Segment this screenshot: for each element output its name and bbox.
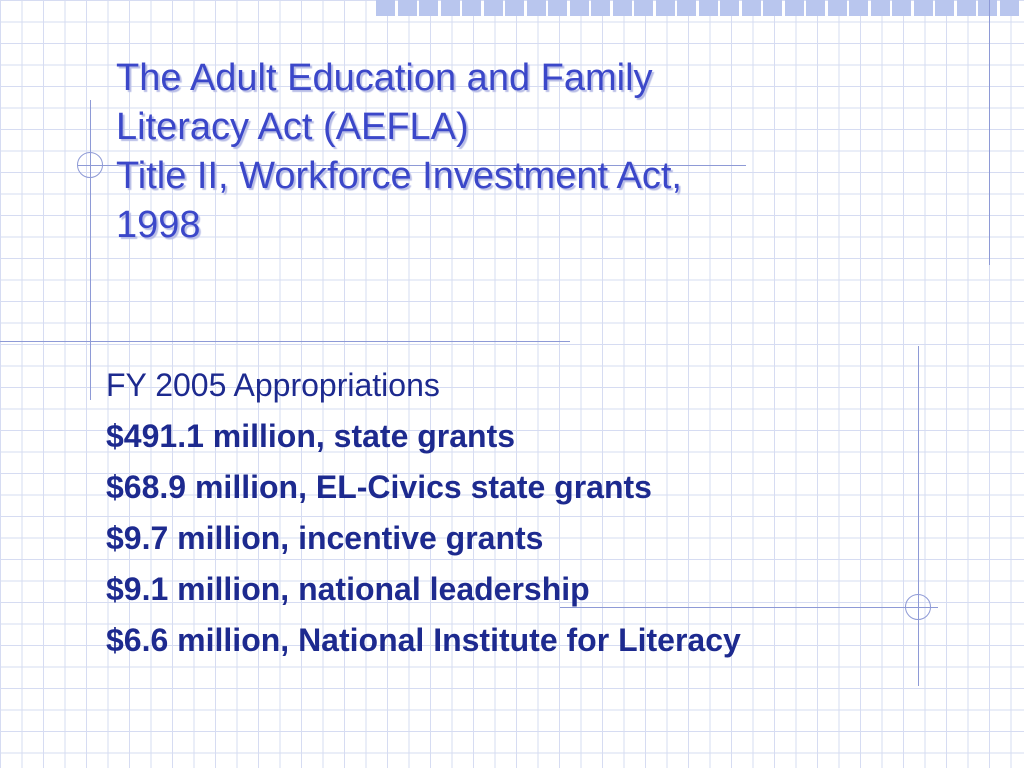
band-tile (871, 0, 890, 16)
band-tile (398, 0, 417, 16)
band-tile (441, 0, 460, 16)
mid-horizontal-rule (0, 341, 570, 342)
band-tile (419, 0, 438, 16)
appropriations-heading: FY 2005 Appropriations (106, 367, 440, 403)
band-tile (1000, 0, 1019, 16)
band-tile (914, 0, 933, 16)
band-tile (484, 0, 503, 16)
appropriation-item: $491.1 million, state grants (106, 418, 516, 454)
band-tile (376, 0, 395, 16)
band-tile (957, 0, 976, 16)
slide-title (116, 54, 916, 250)
left-vertical-rule (90, 100, 91, 400)
band-tile (763, 0, 782, 16)
band-tile (570, 0, 589, 16)
title-line-3: Title II, Workforce Investment Act, (116, 155, 682, 197)
band-tile (634, 0, 653, 16)
band-tile (849, 0, 868, 16)
band-tile (699, 0, 718, 16)
left-ring-ornament (77, 152, 103, 178)
band-tile (548, 0, 567, 16)
top-band (376, 0, 1024, 17)
band-tile (677, 0, 696, 16)
band-tile (462, 0, 481, 16)
band-tile (978, 0, 997, 16)
right-top-vertical-rule (989, 0, 990, 265)
title-line-4: 1998 (116, 204, 201, 246)
band-tile (656, 0, 675, 16)
band-tile (613, 0, 632, 16)
appropriation-item: $6.6 million, National Institute for Literacy (106, 622, 741, 658)
appropriation-item: $9.1 million, national leadership (106, 571, 590, 607)
band-tile (742, 0, 761, 16)
appropriation-item: $68.9 million, EL-Civics state grants (106, 469, 652, 505)
band-tile (591, 0, 610, 16)
appropriation-item: $9.7 million, incentive grants (106, 520, 544, 556)
slide-body (106, 360, 986, 666)
band-tile (720, 0, 739, 16)
band-tile (505, 0, 524, 16)
band-tile (527, 0, 546, 16)
band-tile (785, 0, 804, 16)
title-line-1: The Adult Education and Family (116, 57, 653, 99)
band-tile (806, 0, 825, 16)
band-tile (892, 0, 911, 16)
band-tile (935, 0, 954, 16)
title-line-2: Literacy Act (AEFLA) (116, 106, 469, 148)
band-tile (828, 0, 847, 16)
